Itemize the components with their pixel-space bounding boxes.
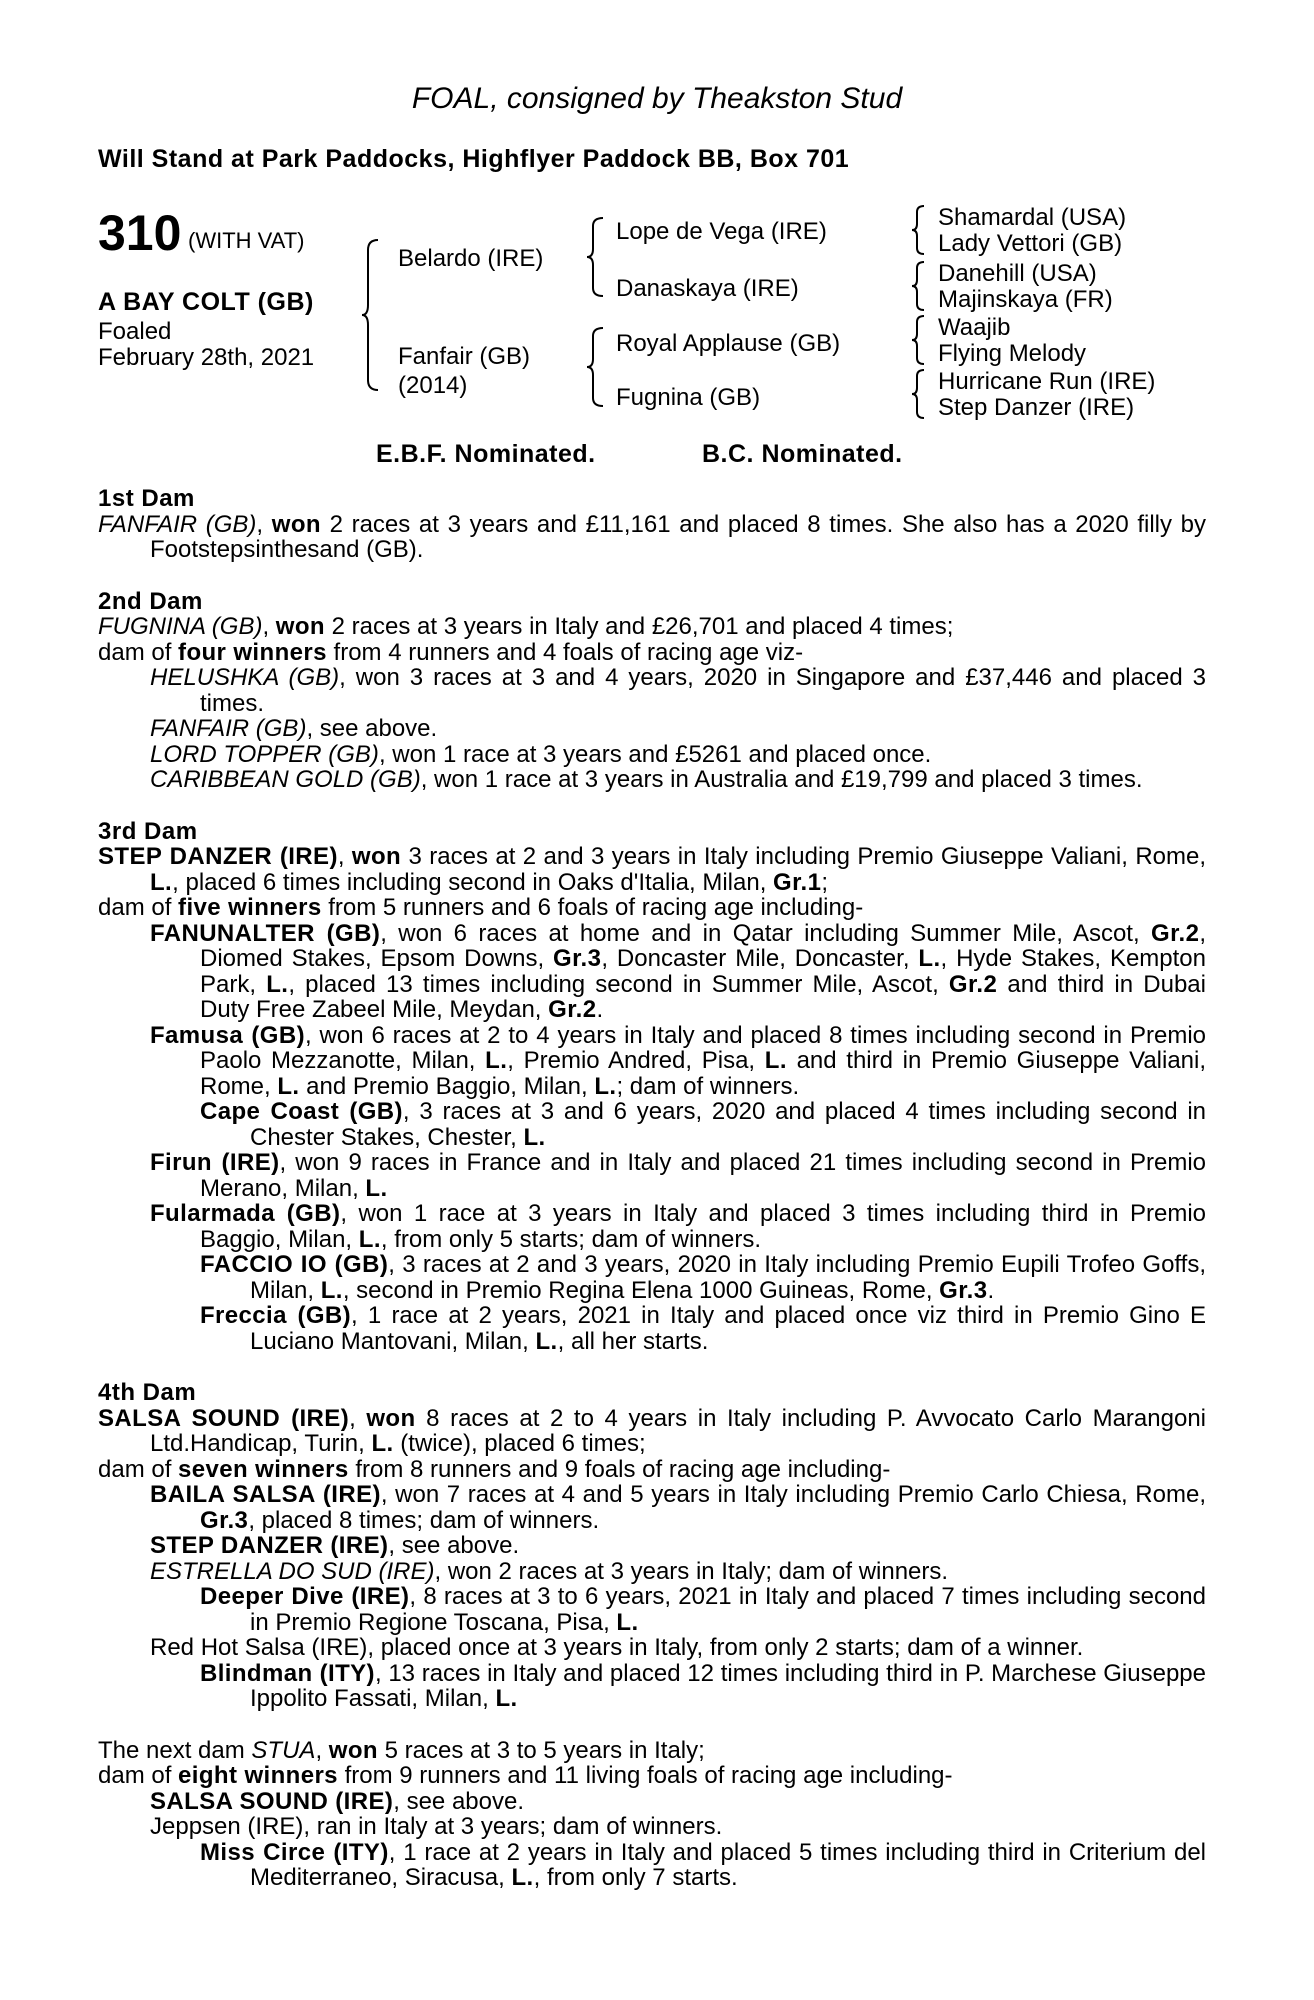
list-item: FACCIO IO (GB), 3 races at 2 and 3 years, 2020 in Italy including Premio Eupili Trofeo Goffs, Milan, L., second in Premio Regina Elena 1000 Guineas, Rome, Gr.3. — [200, 1251, 1206, 1304]
list-item: Firun (IRE), won 9 races in France and in Italy and placed 21 times including second in Premio Merano, Milan, L. — [150, 1149, 1206, 1202]
list-item: Freccia (GB), 1 race at 2 years, 2021 in Italy and placed once viz third in Premio Gino E Luciano Mantovani, Milan, L., all her starts. — [200, 1302, 1207, 1355]
list-item: Cape Coast (GB), 3 races at 3 and 6 years, 2020 and placed 4 times including second in Chester Stakes, Chester, L. — [200, 1098, 1206, 1151]
list-item: SALSA SOUND (IRE), see above. — [150, 1787, 525, 1815]
pedigree-sire-sire: Lope de Vega (IRE) — [616, 218, 827, 245]
pedigree-dam-year: (2014) — [398, 372, 468, 399]
fourth-dam-text: SALSA SOUND (IRE), won 8 races at 2 to 4 years in Italy including P. Avvocato Carlo Marangoni Ltd.Handicap, Turin, L. (twice), placed 6 times; — [98, 1404, 1206, 1457]
next-dam-text: The next dam STUA, won 5 races at 3 to 5 years in Italy; — [98, 1736, 705, 1764]
pedigree-notes — [98, 486, 1206, 1917]
list-item: CARIBBEAN GOLD (GB), won 1 race at 3 years in Australia and £19,799 and placed 3 times. — [150, 766, 1143, 793]
first-dam-section — [98, 486, 1206, 563]
list-item: Fularmada (GB), won 1 race at 3 years in Italy and placed 3 times including third in Premio Baggio, Milan, L., from only 5 starts; dam of winners. — [150, 1200, 1206, 1253]
second-dam-text: FUGNINA (GB), won 2 races at 3 years in Italy and £26,701 and placed 4 times; — [98, 613, 954, 640]
next-dam-section — [98, 1738, 1206, 1891]
third-dam-produce: dam of five winners from 5 runners and 6 foals of racing age including- — [98, 894, 864, 921]
third-dam-heading: 3rd Dam — [98, 817, 198, 845]
pedigree-dam-sire: Royal Applause (GB) — [616, 330, 841, 357]
pedigree-gen3-4: Majinskaya (FR) — [938, 286, 1113, 313]
list-item: ESTRELLA DO SUD (IRE), won 2 races at 3 years in Italy; dam of winners. — [150, 1557, 949, 1585]
pedigree-dam: Fanfair (GB) — [398, 343, 531, 370]
fourth-dam-produce: dam of seven winners from 8 runners and 9 foals of racing age including- — [98, 1455, 891, 1483]
pedigree-brace-g1 — [910, 204, 926, 256]
pedigree-dam-dam: Fugnina (GB) — [616, 384, 761, 411]
fourth-dam-heading: 4th Dam — [98, 1379, 197, 1406]
next-dam-produce: dam of eight winners from 9 runners and 11 living foals of racing age including- — [98, 1762, 953, 1789]
consignor-line: FOAL, consigned by Theakston Stud — [411, 82, 903, 115]
pedigree-brace-g4 — [910, 368, 926, 420]
list-item: STEP DANZER (IRE), see above. — [150, 1532, 520, 1559]
second-dam-heading: 2nd Dam — [98, 587, 203, 615]
pedigree-gen3-1: Shamardal (USA) — [938, 204, 1127, 231]
pedigree-brace-main — [360, 238, 380, 392]
stand-location: Will Stand at Park Paddocks, Highflyer Paddock BB, Box 701 — [98, 145, 850, 173]
list-item: FANUNALTER (GB), won 6 races at home and in Qatar including Summer Mile, Ascot, Gr.2, Diomed Stakes, Epsom Downs, Gr.3, Doncaster Mile, Doncaster, L., Hyde Stakes, Kempton Park, L., placed 13 times including second in Summer Mile, Ascot, Gr.2 and third in Dubai Duty Free Zabeel Mile, Meydan, Gr.2. — [150, 919, 1207, 1023]
list-item: Blindman (ITY), 13 races in Italy and placed 12 times including third in P. Marchese Giuseppe Ippolito Fassati, Milan, L. — [200, 1659, 1206, 1712]
foaled-date: February 28th, 2021 — [98, 344, 315, 371]
list-item: BAILA SALSA (IRE), won 7 races at 4 and 5 years in Italy including Premio Carlo Chiesa, Rome, Gr.3, placed 8 times; dam of winners. — [150, 1481, 1206, 1534]
pedigree-gen3-7: Hurricane Run (IRE) — [938, 368, 1156, 395]
list-item: Jeppsen (IRE), ran in Italy at 3 years; dam of winners. — [150, 1813, 723, 1840]
list-item: HELUSHKA (GB), won 3 races at 3 and 4 years, 2020 in Singapore and £37,446 and placed 3 times. — [150, 664, 1206, 717]
third-dam-section — [98, 819, 1206, 1355]
list-item: Miss Circe (ITY), 1 race at 2 years in Italy and placed 5 times including third in Criterium del Mediterraneo, Siracusa, L., from only 7 starts. — [200, 1838, 1206, 1891]
list-item: Red Hot Salsa (IRE), placed once at 3 years in Italy, from only 2 starts; dam of a winner. — [150, 1634, 1084, 1661]
bc-nomination: B.C. Nominated. — [702, 440, 903, 468]
first-dam-text: FANFAIR (GB), won 2 races at 3 years and £11,161 and placed 8 times. She also has a 2020 filly by Footstepsinthesand (GB). — [98, 510, 1207, 563]
third-dam-text: STEP DANZER (IRE), won 3 races at 2 and 3 years in Italy including Premio Giuseppe Valiani, Rome, L., placed 6 times including second in Oaks d'Italia, Milan, Gr.1; — [98, 843, 1207, 896]
fourth-dam-section — [98, 1380, 1206, 1712]
horse-description: A BAY COLT (GB) — [98, 288, 314, 316]
pedigree-gen3-3: Danehill (USA) — [938, 260, 1097, 287]
list-item: Famusa (GB), won 6 races at 2 to 4 years in Italy and placed 8 times including second in Premio Paolo Mezzanotte, Milan, L., Premio Andred, Pisa, L. and third in Premio Giuseppe Valiani, Rome, L. and Premio Baggio, Milan, L.; dam of winners. — [150, 1021, 1207, 1100]
second-dam-section — [98, 589, 1206, 793]
pedigree-brace-dam — [585, 326, 605, 408]
pedigree-gen3-5: Waajib — [938, 314, 1011, 341]
second-dam-produce: dam of four winners from 4 runners and 4 foals of racing age viz- — [98, 638, 804, 666]
pedigree-gen3-6: Flying Melody — [938, 340, 1087, 367]
first-dam-heading: 1st Dam — [98, 485, 195, 512]
pedigree-brace-g2 — [910, 260, 926, 312]
pedigree-sire: Belardo (IRE) — [398, 245, 544, 272]
pedigree-gen3-8: Step Danzer (IRE) — [938, 394, 1135, 421]
list-item: LORD TOPPER (GB), won 1 race at 3 years and £5261 and placed once. — [150, 740, 932, 768]
list-item: FANFAIR (GB), see above. — [150, 715, 438, 742]
vat-note: (WITH VAT) — [188, 228, 305, 253]
pedigree-brace-sire — [585, 216, 605, 298]
foaled-label: Foaled — [98, 318, 172, 345]
lot-number: 310 — [98, 205, 182, 261]
ebf-nomination: E.B.F. Nominated. — [376, 440, 596, 468]
pedigree-gen3-2: Lady Vettori (GB) — [938, 230, 1123, 257]
list-item: Deeper Dive (IRE), 8 races at 3 to 6 years, 2021 in Italy and placed 7 times including second in Premio Regione Toscana, Pisa, L. — [200, 1583, 1206, 1636]
pedigree-sire-dam: Danaskaya (IRE) — [616, 275, 799, 302]
pedigree-brace-g3 — [910, 314, 926, 366]
